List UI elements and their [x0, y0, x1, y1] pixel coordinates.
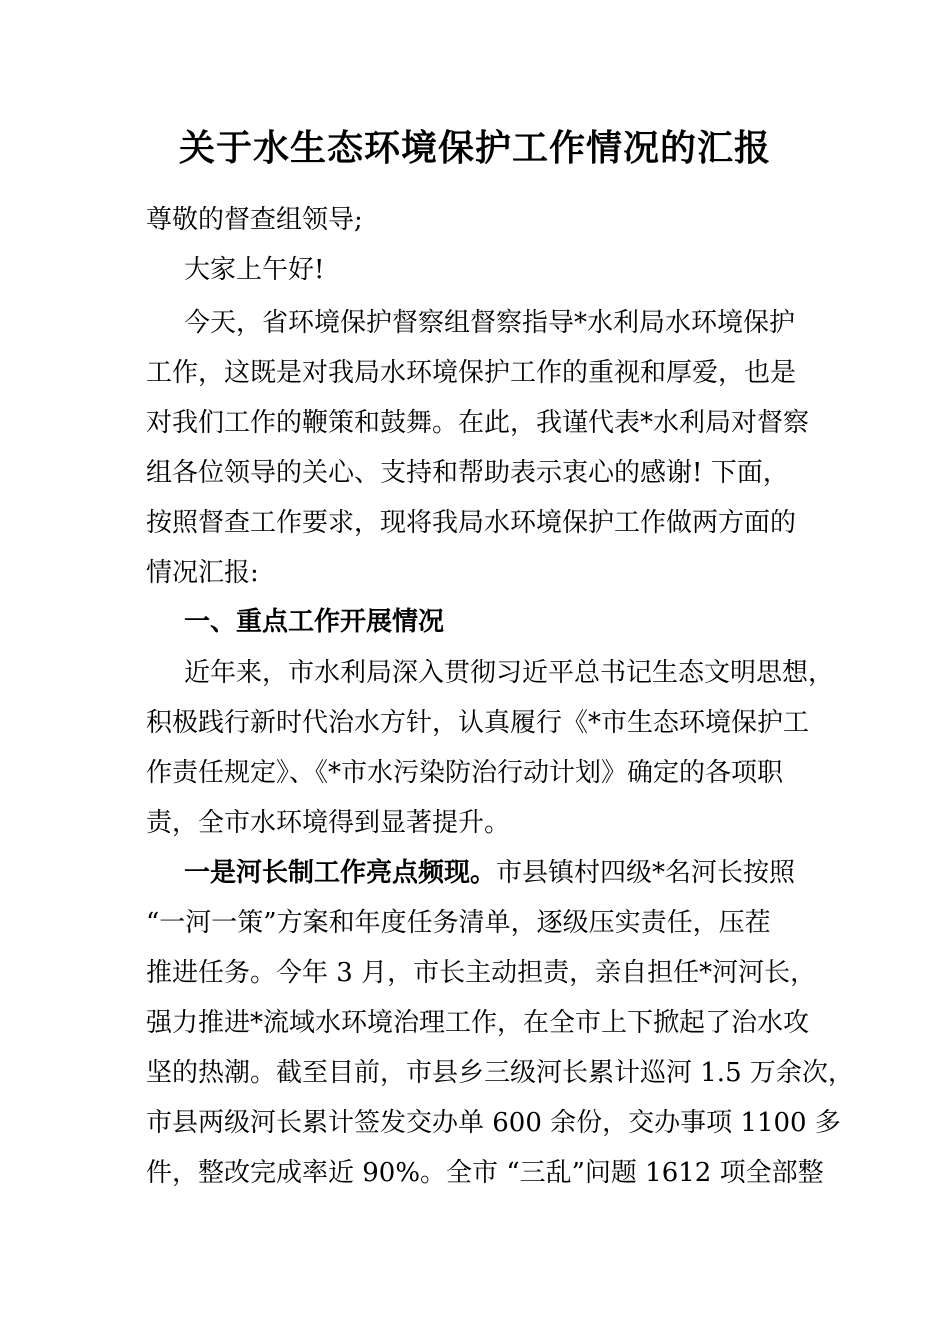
body-line: 推进任务。今年 3 月，市长主动担责，亲自担任*河河长，: [146, 958, 817, 988]
body-line: 按照督查工作要求，现将我局水环境保护工作做两方面的: [146, 508, 797, 538]
salutation-line: 尊敬的督查组领导;: [146, 205, 363, 235]
body-line: 今天，省环境保护督察组督察指导*水利局水环境保护: [184, 308, 796, 338]
body-line: 情况汇报:: [146, 558, 259, 588]
body-line: [184, 855, 904, 891]
greeting-line: 大家上午好!: [184, 255, 325, 285]
body-line: 坚的热潮。截至目前，市县乡三级河长累计巡河 1.5 万余次，: [146, 1058, 854, 1088]
body-line: 积极践行新时代治水方针，认真履行《*市生态环境保护工: [146, 708, 810, 738]
body-line: 组各位领导的关心、支持和帮助表示衷心的感谢! 下面，: [146, 458, 789, 488]
body-text: 市县镇村四级*名河长按照: [496, 858, 796, 888]
body-line: 市县两级河长累计签发交办单 600 余份，交办事项 1100 多: [146, 1108, 841, 1138]
document-title: 关于水生态环境保护工作情况的汇报: [178, 127, 771, 169]
body-line: 对我们工作的鞭策和鼓舞。在此，我谨代表*水利局对督察: [146, 408, 810, 438]
body-line: “一河一策”方案和年度任务清单，逐级压实责任，压茬: [146, 908, 771, 938]
body-line: 件，整改完成率近 90%。全市 “三乱”问题 1612 项全部整: [146, 1158, 824, 1188]
body-line: 近年来，市水利局深入贯彻习近平总书记生态文明思想，: [184, 658, 835, 688]
section-heading: 一、重点工作开展情况: [184, 607, 445, 637]
body-line: 强力推进*流域水环境治理工作，在全市上下掀起了治水攻: [146, 1008, 810, 1038]
body-line: 工作，这既是对我局水环境保护工作的重视和厚爱，也是: [146, 358, 797, 388]
subheading-highlight: 一是河长制工作亮点频现。: [184, 858, 497, 888]
body-line: 作责任规定》、《*市水污染防治行动计划》确定的各项职: [146, 758, 784, 788]
body-line: 责，全市水环境得到显著提升。: [146, 808, 511, 838]
